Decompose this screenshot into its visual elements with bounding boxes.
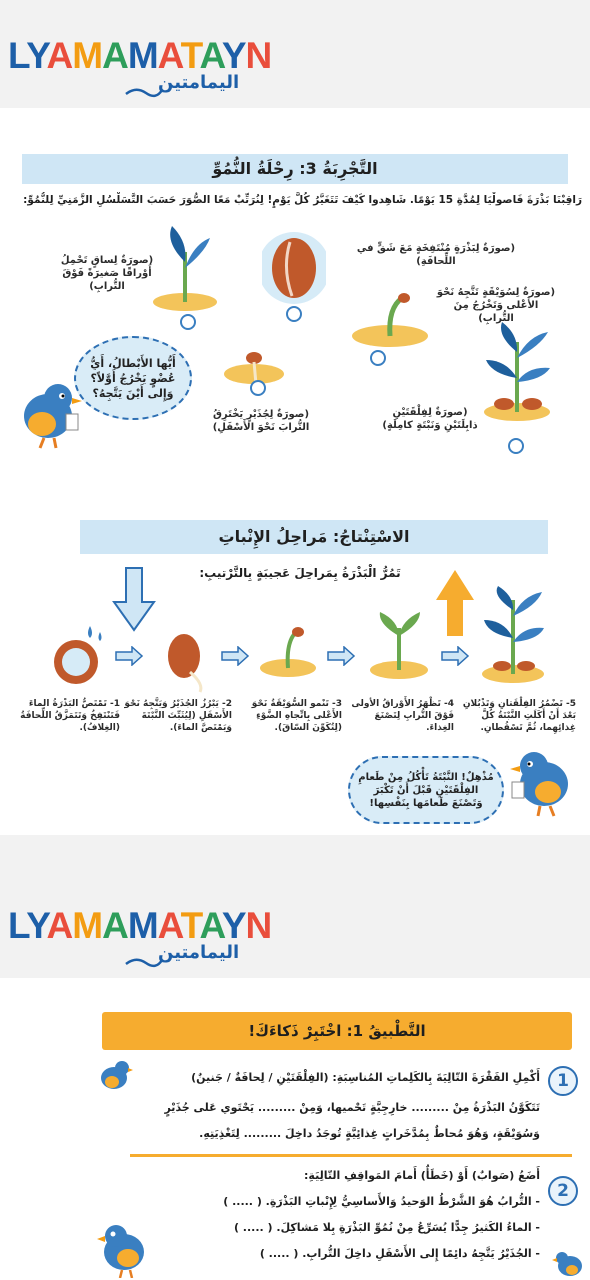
stem-upward-image bbox=[350, 290, 430, 350]
caption-root-down: (صورَةٌ لِجُذَيْرٍ يَخْتَرِقُ التُّرابَ نَحْوَ الأَسْفَلِ) bbox=[212, 409, 310, 433]
stage4-image bbox=[368, 606, 430, 680]
arrow-right-icon bbox=[114, 646, 144, 666]
caption-full-plant: (صورَةٌ لِفِلْقَتَيْنِ ذابِلَتَيْنِ وَنَبْتَةٍ كامِلَةٍ) bbox=[382, 407, 478, 431]
brand-letter: T bbox=[180, 35, 200, 76]
order-circle-3[interactable] bbox=[370, 350, 386, 366]
conclusion-title-banner bbox=[80, 520, 548, 554]
brand-letter: N bbox=[245, 905, 272, 946]
caption-stem-upward: (صورَةٌ لِسُوَيْقَةٍ تَتَّجِهُ نَحْوَ الأَعْلى وَتَخْرُجُ مِنَ التُّرابِ) bbox=[436, 287, 556, 324]
bird-icon bbox=[506, 738, 580, 818]
swollen-seed-image bbox=[262, 226, 326, 310]
question-number-2: 2 bbox=[548, 1176, 578, 1206]
practice-title-banner bbox=[102, 1012, 572, 1050]
caption-stem-leaves: (صورَةٌ لِساقٍ تَحْمِلُ أَوْراقًا صَغيرَةً فَوْقَ التُّرابِ) bbox=[60, 255, 154, 292]
order-circle-2[interactable] bbox=[286, 306, 302, 322]
brand-arabic: اليمامتين bbox=[158, 72, 240, 93]
order-circle-4[interactable] bbox=[508, 438, 524, 454]
stage2-image bbox=[160, 628, 214, 694]
step-3: 3- تَنْمو السُّوَيْقَةُ نَحْوَ الأَعْلى بِاتِّجاهِ الضَّوْءِ (لِتُكَوِّنَ السّاقَ). bbox=[251, 699, 342, 733]
brand-letter: A bbox=[46, 35, 73, 76]
brand-letter: M bbox=[72, 35, 103, 76]
bird-icon bbox=[96, 1056, 134, 1092]
brand-letter: A bbox=[46, 905, 73, 946]
step-5: 5- تَضْمُرُ الفِلْقَتانِ وَتَذْبُلانِ بَعْدَ أَنْ أَكَلَتِ النَّبْتَةُ كُلَّ غِذائِهِما، ثُمَّ تَسْقُطانِ. bbox=[462, 699, 576, 733]
brand-letter: Y bbox=[221, 35, 246, 76]
arrow-right-icon bbox=[440, 646, 470, 666]
brand-letter: T bbox=[180, 905, 200, 946]
brand-letter: Y bbox=[221, 905, 246, 946]
q2-item-3[interactable]: - الجُذَيْرُ يَتَّجِهُ دائِمًا إِلى الأَسْفَلِ داخِلَ التُّرابِ. ( ..... ) bbox=[259, 1247, 540, 1260]
brand-letter: A bbox=[102, 35, 128, 76]
order-circle-1[interactable] bbox=[180, 314, 196, 330]
brand-letter: Y bbox=[26, 35, 47, 76]
stage3-image bbox=[258, 618, 318, 678]
q1-line-1[interactable]: تَتَكَوَّنُ البَذْرَةُ مِنْ ......... خارِجِيَّةٍ تَحْميها، وَمِنْ ......... يَحْتَوي عَلى جُذَيْرٍ bbox=[164, 1101, 540, 1114]
note-bubble: مُذْهِلٌ! النَّبْتَةُ تَأْكُلُ مِنْ طَعامِ الفِلْقَتَيْنِ قَبْلَ أَنْ تَكْبَرَ وَتَصْنَعَ طَعامَها بِنَفْسِها! bbox=[348, 756, 504, 824]
arrow-up-icon bbox=[434, 568, 476, 638]
practice-title: التَّطْبيقُ 1: اخْتَبِرْ ذَكاءَكَ! bbox=[248, 1022, 426, 1040]
brand-letter: A bbox=[157, 35, 181, 76]
brand-letter: A bbox=[199, 905, 222, 946]
arrow-down-icon bbox=[112, 566, 156, 632]
section-divider bbox=[130, 1154, 572, 1157]
brand-letter: N bbox=[245, 35, 272, 76]
step-1: 1- تَمْتَصُّ البَذْرَةُ الماءَ فَتَنْتَفِخُ وَتَتَمَزَّقُ اللِّحافَةُ (الغِلافُ). bbox=[20, 699, 120, 733]
question-number-1: 1 bbox=[548, 1066, 578, 1096]
arrow-right-icon bbox=[220, 646, 250, 666]
bird-icon bbox=[552, 1246, 586, 1278]
brand-logo-2 bbox=[8, 905, 272, 976]
brand-letter: Y bbox=[26, 905, 47, 946]
brand-letter: A bbox=[199, 35, 222, 76]
brand-logo bbox=[8, 35, 272, 106]
step-2: 2- يَبْرُزُ الجُذَيْرُ وَيَتَّجِهُ نَحْوَ الأَسْفَلِ (لِيُثَبِّتَ النَّبْتَةَ وَيَمْتَصَّ الماءَ). bbox=[124, 699, 232, 733]
q1-instruction: أَكْمِلِ الفَقْرَةَ التّالِيَةَ بِالكَلِماتِ المُناسِبَةِ: (الفِلْقَتَيْنِ / لِحافَةٌ / جَنينٌ) bbox=[191, 1071, 540, 1084]
brand-letter: A bbox=[102, 905, 128, 946]
experiment-title-banner bbox=[22, 154, 568, 184]
conclusion-subtitle: تَمُرُّ الْبَذْرَةُ بِمَراحِلَ عَجيبَةٍ بِالتَّرْتيبِ: bbox=[199, 566, 401, 580]
caption-swollen-seed: (صورَةٌ لِبَذْرَةٍ مُنْتَفِخَةٍ مَعَ شَقٍّ في اللِّحافَةِ) bbox=[356, 243, 516, 267]
bird-icon bbox=[10, 368, 88, 452]
order-circle-5[interactable] bbox=[250, 380, 266, 396]
question-bubble: أَيُّها الأَبْطالُ، أَيُّ عُضْوٍ يَخْرُجُ أَوَّلاً؟ وَإِلى أَيْنَ يَتَّجِهُ؟ bbox=[74, 336, 192, 420]
q1-line-2[interactable]: وَسُوَيْقَةٍ، وَهُوَ مُحاطٌ بِمُدَّخَراتٍ غِذائِيَّةٍ تُوجَدُ داخِلَ ......... لِتَغْذِيَتِهِ. bbox=[199, 1127, 540, 1140]
brand-arabic: اليمامتين bbox=[158, 942, 240, 963]
stage1-image bbox=[50, 618, 106, 688]
brand-letter: L bbox=[8, 905, 27, 946]
step-4: 4- تَظْهَرُ الأَوْراقُ الأولى فَوْقَ التُّرابِ لِتَصْنَعَ الغِذاءَ. bbox=[351, 699, 454, 733]
brand-wordmark bbox=[8, 905, 272, 946]
bird-icon bbox=[94, 1216, 156, 1278]
conclusion-title: الاسْتِنْتاجُ: مَراحِلُ الإِنْباتِ bbox=[218, 527, 410, 546]
stage5-image bbox=[480, 586, 546, 684]
brand-letter: M bbox=[72, 905, 103, 946]
brand-letter: L bbox=[8, 35, 27, 76]
q2-item-2[interactable]: - الماءُ الكَثيرُ جِدًّا يُسَرِّعُ مِنْ نُمُوِّ البَذْرَةِ بِلا مَشاكِلَ. ( ..... ) bbox=[233, 1221, 540, 1234]
brand-letter: A bbox=[157, 905, 181, 946]
full-plant-image bbox=[482, 322, 552, 422]
brand-wordmark bbox=[8, 35, 272, 76]
brand-letter: M bbox=[127, 35, 158, 76]
experiment-intro: رَاقِبْنَا بَذْرَةَ فَاصولْيَا لِمُدَّةِ 15 يَوْمًا. شَاهِدوا كَيْفَ تَتَغَيَّرُ كُلَّ يَوْمٍ! لِنُرَتِّبْ مَعًا الصُّوَرَ حَسَبَ التَّسَلْسُلِ الزَّمَنِيِّ لِلنُّمُوِّ: bbox=[23, 194, 582, 206]
brand-letter: M bbox=[127, 905, 158, 946]
arrow-right-icon bbox=[326, 646, 356, 666]
q2-instruction: أَضَعُ (صَوابٌ) أَوْ (خَطَأٌ) أَمامَ المَواقِفِ التّالِيَةِ: bbox=[304, 1169, 540, 1182]
experiment-title: التَّجْرِبَةُ 3: رِحْلَةُ النُّمُوِّ bbox=[212, 159, 378, 178]
q2-item-1[interactable]: - التُّرابُ هُوَ الشَّرْطُ الوَحيدُ وَالأَساسِيُّ لِإِنْباتِ البَذْرَةِ. ( ..... ) bbox=[223, 1195, 540, 1208]
